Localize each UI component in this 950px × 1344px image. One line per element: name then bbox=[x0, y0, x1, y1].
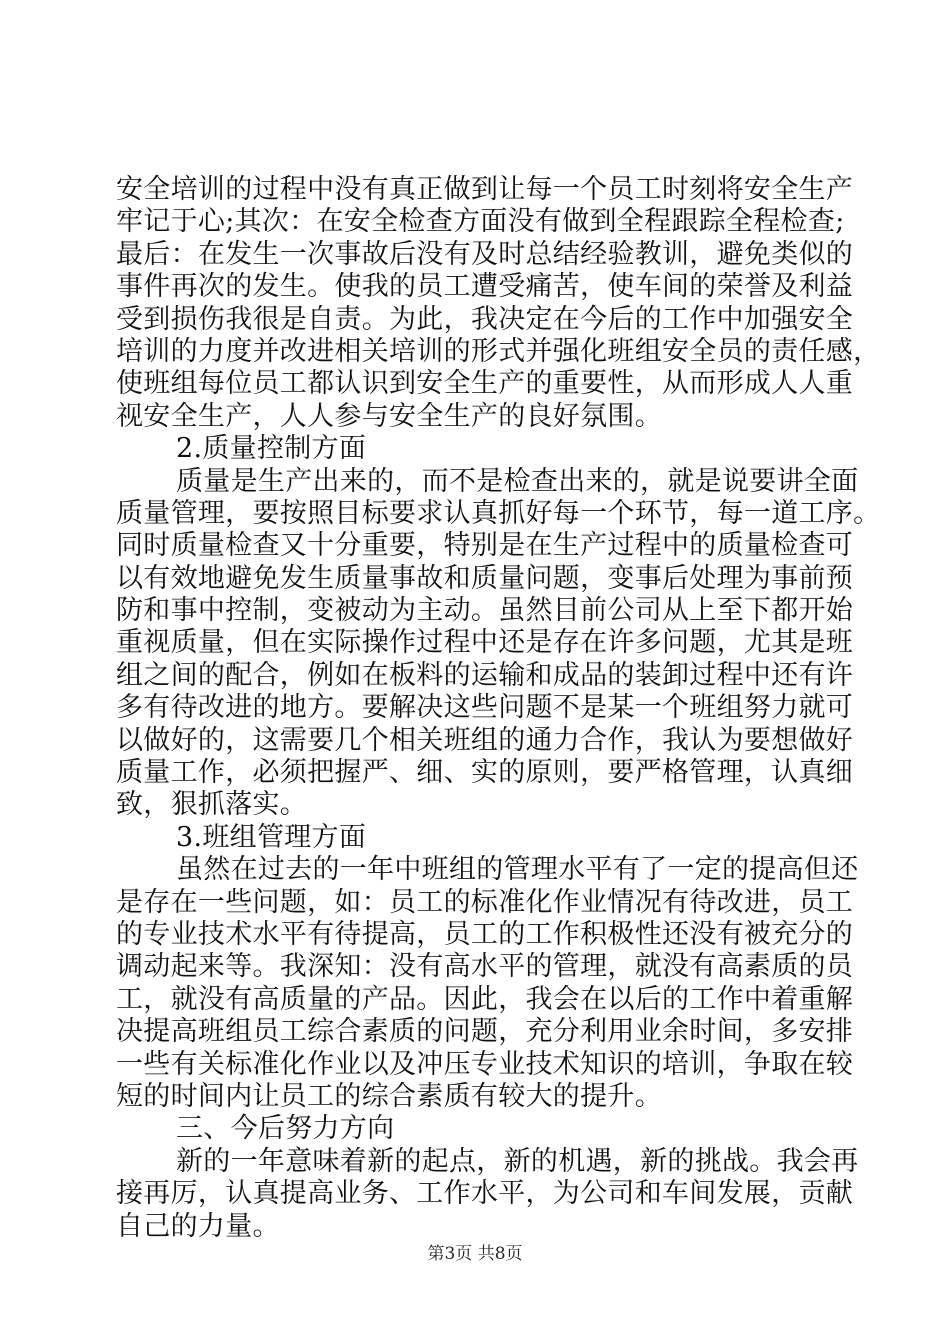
text-line: 接再厉，认真提高业务、工作水平，为公司和车间发展，贡献 bbox=[116, 1178, 854, 1210]
text-line: 工，就没有高质量的产品。因此，我会在以后的工作中着重解 bbox=[116, 983, 854, 1015]
text-line: 视安全生产，人人参与安全生产的良好氛围。 bbox=[116, 400, 662, 432]
text-line: 新的一年意味着新的起点，新的机遇，新的挑战。我会再 bbox=[176, 1145, 859, 1177]
document-body bbox=[116, 174, 881, 1243]
text-line: 受到损伤我很是自责。为此，我决定在今后的工作中加强安全 bbox=[116, 303, 854, 335]
section-heading-quality: 2.质量控制方面 bbox=[176, 433, 367, 465]
text-line: 的专业技术水平有待提高，员工的工作积极性还没有被充分的 bbox=[116, 918, 854, 950]
text-line: 一些有关标准化作业以及冲压专业技术知识的培训，争取在较 bbox=[116, 1048, 854, 1080]
text-line: 最后：在发生一次事故后没有及时总结经验教训，避免类似的 bbox=[116, 238, 854, 270]
text-line: 重视质量，但在实际操作过程中还是存在许多问题，尤其是班 bbox=[116, 627, 854, 659]
text-line: 虽然在过去的一年中班组的管理水平有了一定的提高但还 bbox=[176, 854, 859, 886]
text-line: 质量管理，要按照目标要求认真抓好每一个环节，每一道工序。 bbox=[116, 497, 881, 529]
text-line: 牢记于心;其次：在安全检查方面没有做到全程跟踪全程检查; bbox=[116, 206, 845, 238]
text-line: 培训的力度并改进相关培训的形式并强化班组安全员的责任感， bbox=[116, 335, 881, 367]
text-line: 短的时间内让员工的综合素质有较大的提升。 bbox=[116, 1080, 662, 1112]
text-line: 质量是生产出来的，而不是检查出来的，就是说要讲全面 bbox=[176, 465, 859, 497]
text-line: 自己的力量。 bbox=[116, 1210, 280, 1242]
text-line: 是存在一些问题，如：员工的标准化作业情况有待改进，员工 bbox=[116, 886, 854, 918]
text-line: 调动起来等。我深知：没有高水平的管理，就没有高素质的员 bbox=[116, 951, 854, 983]
text-line: 同时质量检查又十分重要，特别是在生产过程中的质量检查可 bbox=[116, 530, 854, 562]
text-line: 防和事中控制，变被动为主动。虽然目前公司从上至下都开始 bbox=[116, 595, 854, 627]
text-line: 组之间的配合，例如在板料的运输和成品的装卸过程中还有许 bbox=[116, 659, 854, 691]
section-heading-future-direction: 三、今后努力方向 bbox=[176, 1113, 395, 1145]
section-heading-team-management: 3.班组管理方面 bbox=[176, 821, 367, 853]
text-line: 多有待改进的地方。要解决这些问题不是某一个班组努力就可 bbox=[116, 692, 854, 724]
text-line: 致，狠抓落实。 bbox=[116, 789, 308, 821]
text-line: 安全培训的过程中没有真正做到让每一个员工时刻将安全生产 bbox=[116, 174, 854, 205]
text-line: 使班组每位员工都认识到安全生产的重要性，从而形成人人重 bbox=[116, 368, 854, 400]
text-line: 决提高班组员工综合素质的问题，充分利用业余时间，多安排 bbox=[116, 1016, 854, 1048]
text-line: 质量工作，必须把握严、细、实的原则，要严格管理，认真细 bbox=[116, 757, 854, 789]
text-line: 以做好的，这需要几个相关班组的通力合作，我认为要想做好 bbox=[116, 724, 854, 756]
text-line: 事件再次的发生。使我的员工遭受痛苦，使车间的荣誉及利益 bbox=[116, 271, 854, 303]
text-line: 以有效地避免发生质量事故和质量问题，变事后处理为事前预 bbox=[116, 562, 854, 594]
page-footer: 第3页 共8页 bbox=[427, 1244, 523, 1264]
